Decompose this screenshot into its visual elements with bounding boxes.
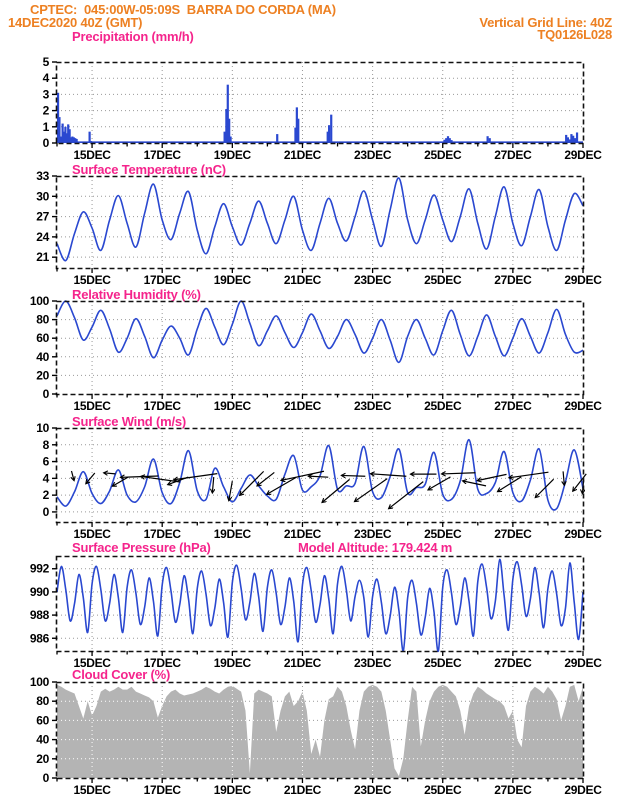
x-tick-label: 21DEC [283, 399, 322, 413]
x-tick-label: 25DEC [424, 527, 462, 541]
y-tick-label: 1 [42, 119, 49, 134]
wind-arrow [477, 474, 506, 480]
x-tick-label: 25DEC [424, 399, 462, 413]
x-tick-label: 15DEC [73, 783, 111, 797]
cloud-title: Cloud Cover (%) [72, 667, 171, 682]
wind-title: Surface Wind (m/s) [72, 414, 187, 429]
surface-pressure-line [57, 559, 583, 651]
x-tick-label: 29DEC [564, 527, 602, 541]
y-tick-label: 80 [36, 694, 49, 709]
y-tick-label: 33 [36, 169, 49, 183]
x-tick-label: 15DEC [73, 399, 111, 413]
y-tick-label: 2 [42, 488, 49, 503]
y-tick-label: 992 [29, 561, 49, 576]
x-tick-label: 25DEC [424, 273, 462, 287]
x-tick-label: 29DEC [564, 399, 602, 413]
wind-arrow [442, 473, 476, 474]
cloud-area [57, 685, 583, 778]
x-tick-label: 25DEC [424, 656, 462, 670]
y-tick-label: 27 [36, 209, 49, 224]
x-tick-label: 19DEC [213, 399, 251, 413]
x-tick-label: 23DEC [354, 148, 392, 162]
wind-arrow [370, 474, 406, 477]
precipitation-panel [43, 55, 603, 162]
x-tick-label: 17DEC [143, 527, 181, 541]
wind-arrow [509, 472, 549, 478]
x-tick-label: 23DEC [354, 656, 392, 670]
x-tick-label: 27DEC [494, 527, 532, 541]
y-tick-label: 990 [29, 584, 49, 599]
x-tick-label: 21DEC [283, 783, 322, 797]
y-tick-label: 30 [36, 189, 49, 204]
x-tick-label: 23DEC [354, 527, 392, 541]
y-tick-label: 8 [42, 437, 49, 452]
x-tick-label: 27DEC [494, 148, 532, 162]
model-run-id: TQ0126L028 [537, 27, 612, 42]
x-tick-label: 29DEC [564, 273, 602, 287]
y-tick-label: 100 [29, 675, 49, 689]
vertical-grid-note: Vertical Grid Line: 40Z [479, 15, 612, 30]
y-tick-label: 0 [42, 771, 49, 785]
y-tick-label: 60 [36, 713, 49, 728]
x-tick-label: 19DEC [213, 273, 251, 287]
x-tick-label: 23DEC [354, 783, 392, 797]
model-altitude-label: Model Altitude: 179.424 m [298, 540, 453, 555]
y-tick-label: 20 [36, 368, 49, 383]
y-tick-label: 2 [42, 103, 49, 118]
x-tick-label: 21DEC [283, 656, 322, 670]
y-tick-label: 60 [36, 331, 49, 346]
x-tick-label: 17DEC [143, 656, 181, 670]
x-tick-label: 23DEC [354, 273, 392, 287]
x-tick-label: 25DEC [424, 148, 462, 162]
pressure-title: Surface Pressure (hPa) [72, 540, 211, 555]
cloud-cover-panel [30, 675, 602, 797]
wind-arrow [71, 471, 74, 481]
surface-pressure-panel [30, 556, 602, 670]
x-tick-label: 21DEC [283, 273, 322, 287]
y-tick-label: 988 [29, 608, 49, 623]
x-tick-label: 21DEC [283, 527, 322, 541]
y-tick-label: 0 [42, 504, 49, 519]
y-tick-label: 4 [42, 71, 49, 86]
precipitation-title: Precipitation (mm/h) [72, 29, 194, 44]
x-tick-label: 27DEC [494, 399, 532, 413]
x-tick-label: 23DEC [354, 399, 392, 413]
y-tick-label: 100 [29, 294, 49, 308]
x-tick-label: 27DEC [494, 783, 532, 797]
x-tick-label: 29DEC [564, 783, 602, 797]
panel-frame [57, 302, 584, 395]
precip-bar [328, 125, 330, 143]
wind-arrow [463, 481, 486, 486]
station-header: CPTEC: 045:00W-05:09S BARRA DO CORDA (MA) [30, 2, 336, 17]
x-tick-label: 27DEC [494, 656, 532, 670]
wind-arrow [341, 475, 365, 476]
x-tick-label: 19DEC [213, 656, 251, 670]
y-tick-label: 10 [36, 421, 49, 435]
relative-humidity-panel [30, 294, 602, 413]
x-tick-label: 19DEC [213, 527, 251, 541]
x-tick-label: 21DEC [283, 148, 322, 162]
wind-arrow [229, 481, 232, 501]
x-tick-label: 17DEC [143, 148, 181, 162]
surface-temperature-line [57, 178, 583, 261]
y-tick-label: 40 [36, 732, 49, 747]
y-tick-label: 6 [42, 454, 49, 469]
humidity-title: Relative Humidity (%) [72, 287, 201, 302]
x-tick-label: 17DEC [143, 399, 181, 413]
y-tick-label: 3 [42, 87, 49, 102]
surface-temperature-panel [36, 169, 602, 287]
y-tick-label: 5 [42, 55, 49, 69]
temperature-title: Surface Temperature (nC) [72, 162, 226, 177]
wind-arrow [120, 476, 158, 477]
y-tick-label: 0 [42, 136, 49, 150]
y-tick-label: 4 [42, 471, 49, 486]
wind-arrow [308, 476, 328, 477]
x-tick-label: 29DEC [564, 148, 602, 162]
y-tick-label: 21 [36, 250, 49, 265]
x-tick-label: 15DEC [73, 656, 111, 670]
wind-arrow [563, 471, 564, 485]
precip-bar [330, 115, 332, 143]
x-tick-label: 19DEC [213, 783, 251, 797]
wind-arrow [257, 472, 274, 486]
wind-arrow [212, 477, 213, 493]
wind-arrow [104, 473, 116, 474]
x-tick-label: 29DEC [564, 656, 602, 670]
surface-wind-panel [36, 421, 602, 541]
y-tick-label: 80 [36, 312, 49, 327]
x-tick-label: 15DEC [73, 273, 111, 287]
x-tick-label: 17DEC [143, 783, 181, 797]
x-tick-label: 19DEC [213, 148, 251, 162]
y-tick-label: 24 [36, 229, 49, 244]
y-tick-label: 986 [29, 631, 49, 646]
y-tick-label: 20 [36, 751, 49, 766]
relative-humidity-line [57, 301, 583, 362]
panel-frame [57, 63, 584, 144]
x-tick-label: 27DEC [494, 273, 532, 287]
y-tick-label: 0 [42, 387, 49, 401]
x-tick-label: 17DEC [143, 273, 181, 287]
x-tick-label: 15DEC [73, 148, 111, 162]
x-tick-label: 25DEC [424, 783, 462, 797]
run-datetime: 14DEC2020 40Z (GMT) [8, 15, 143, 30]
x-tick-label: 15DEC [73, 527, 111, 541]
y-tick-label: 40 [36, 349, 49, 364]
precip-bar [297, 119, 299, 143]
